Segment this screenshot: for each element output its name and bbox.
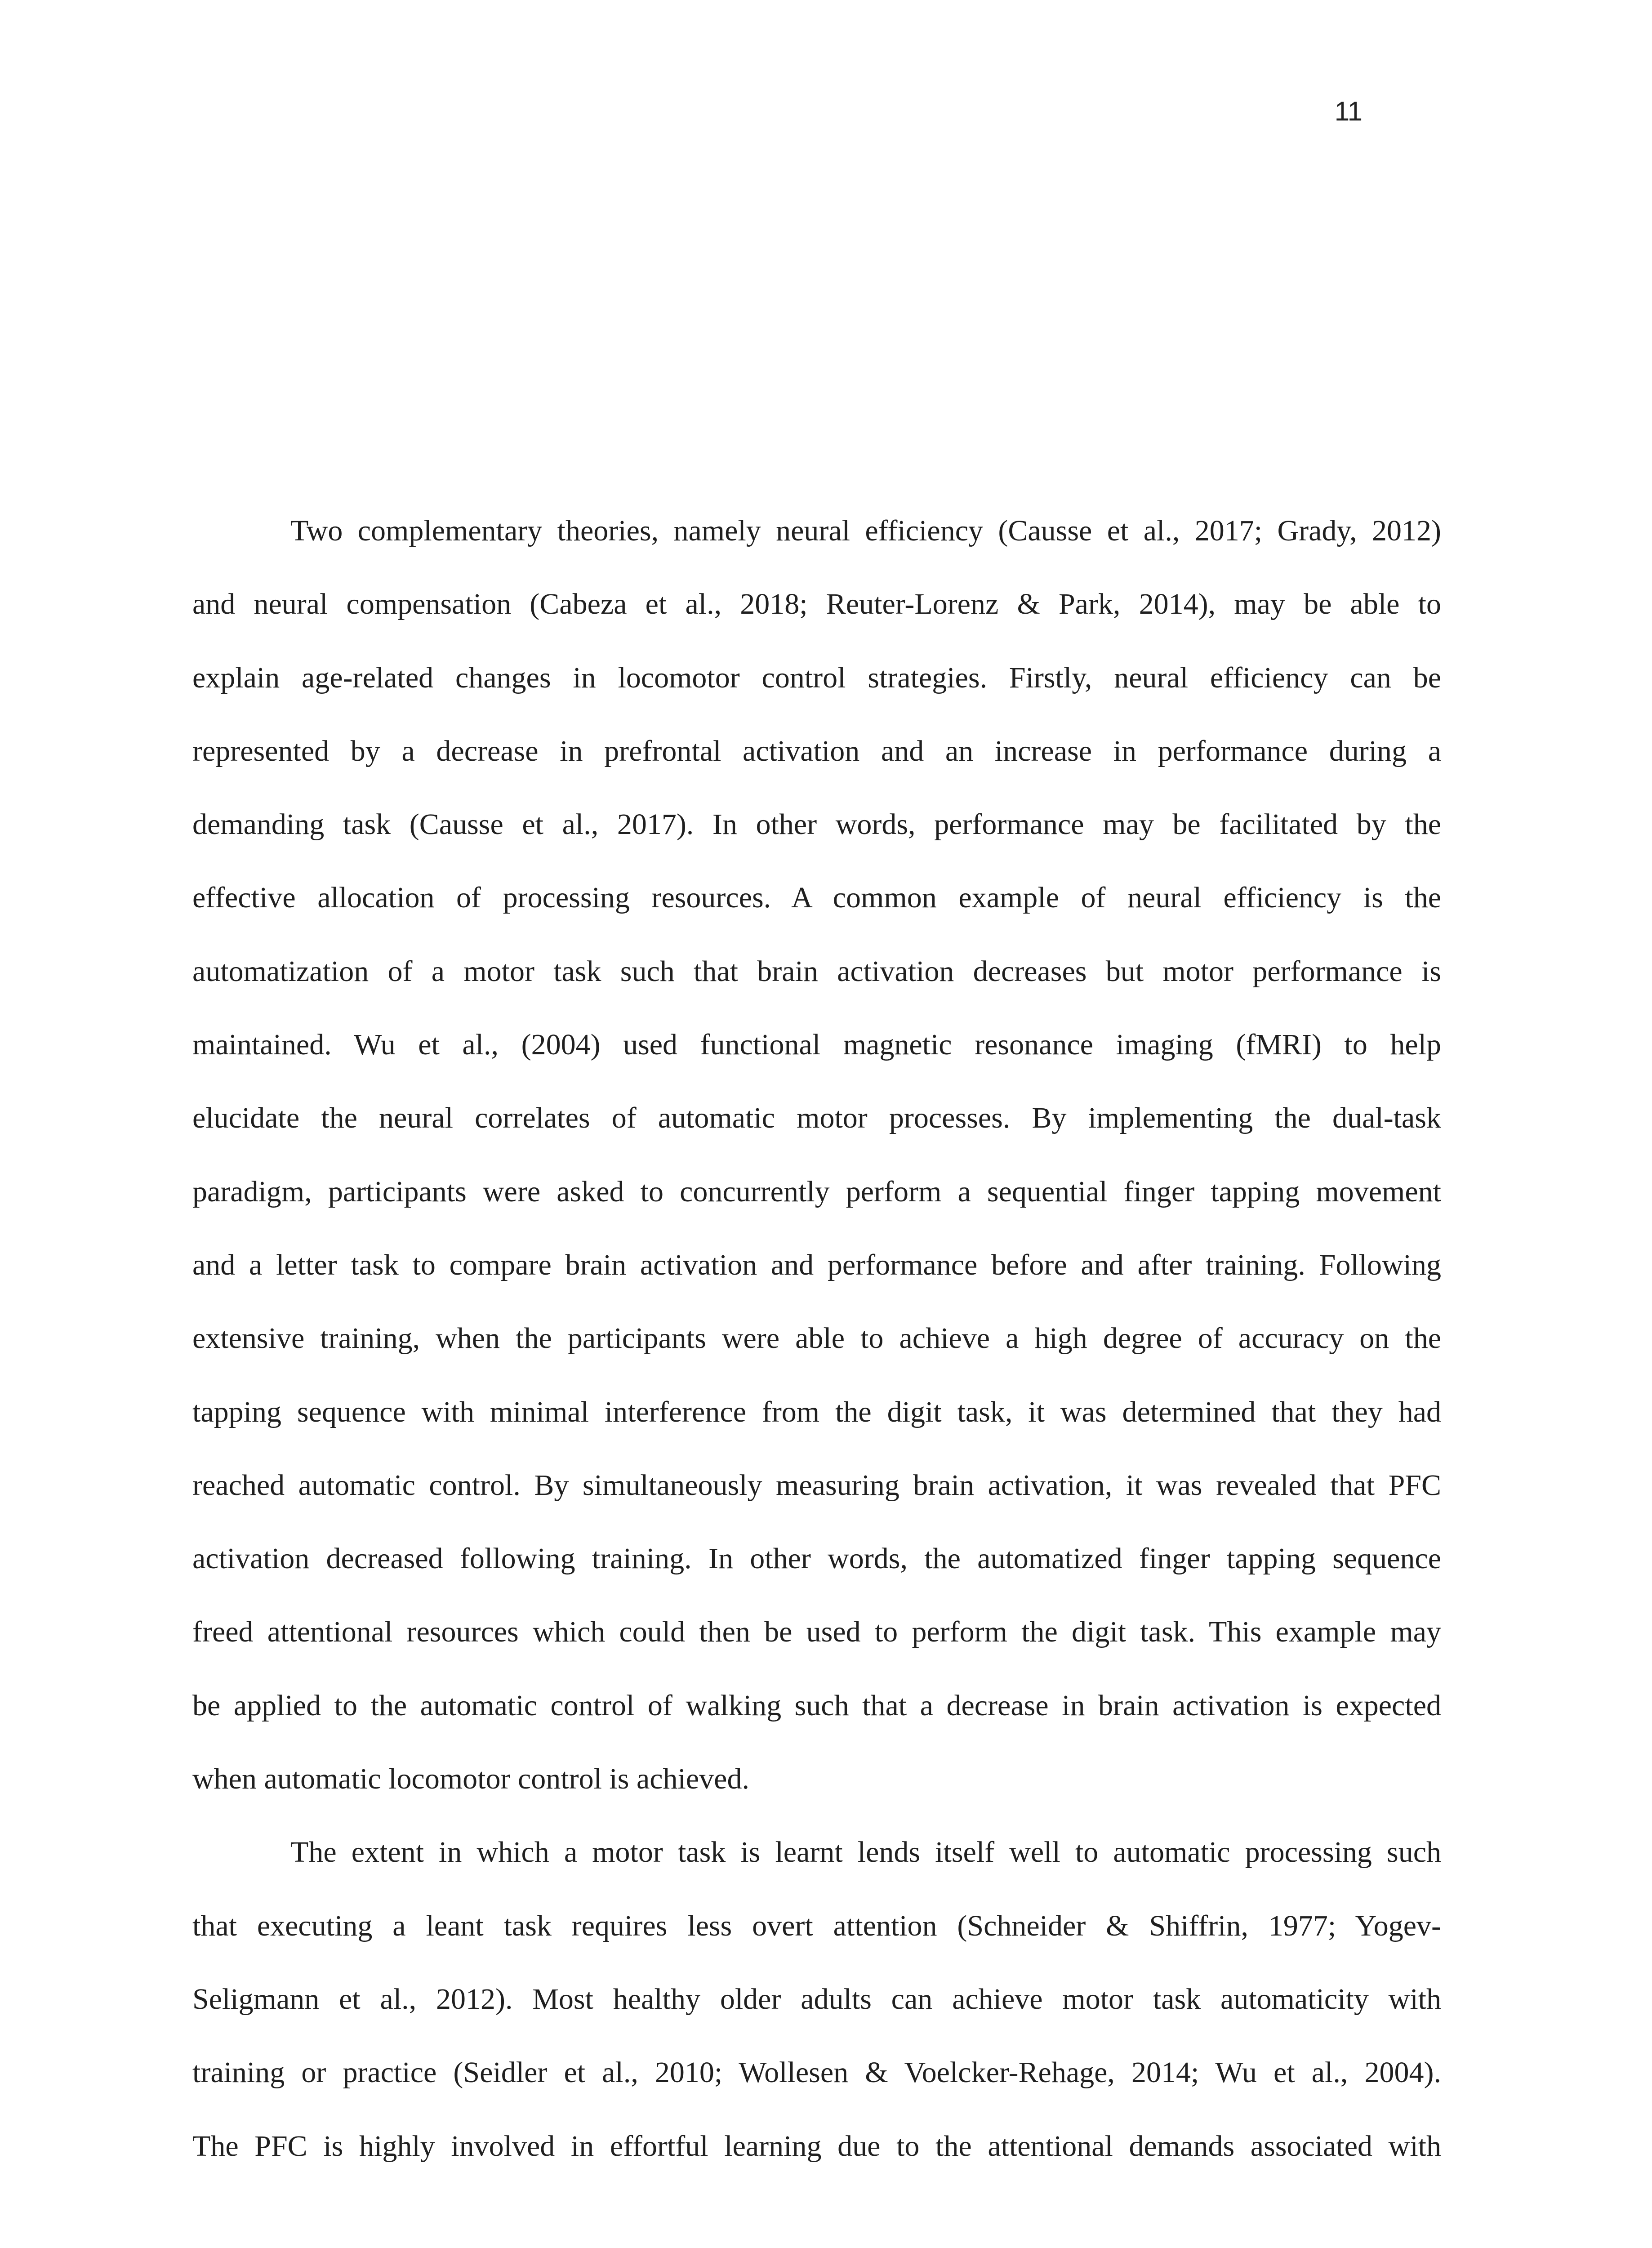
text-line: elucidate the neural correlates of automatic motor processes. By implementing the dual-task [192,1102,1441,1135]
text-line: activation decreased following training. In other words, the automatized finger tapping sequence [192,1542,1441,1575]
text-line: explain age-related changes in locomotor control strategies. Firstly, neural efficiency can be [192,661,1441,694]
text-line: reached automatic control. By simultaneously measuring brain activation, it was revealed that PFC [192,1468,1441,1502]
text-line: Two complementary theories, namely neural efficiency (Causse et al., 2017; Grady, 2012) [290,514,1441,547]
text-line: and neural compensation (Cabeza et al., 2018; Reuter-Lorenz & Park, 2014), may be able to [192,588,1441,621]
text-line: automatization of a motor task such that brain activation decreases but motor performance is [192,955,1441,988]
text-line: Seligmann et al., 2012). Most healthy older adults can achieve motor task automaticity with [192,1982,1441,2016]
text-line: The extent in which a motor task is learnt lends itself well to automatic processing such [290,1836,1441,1869]
page-number: 11 [1334,96,1363,126]
text-line: freed attentional resources which could then be used to perform the digit task. This example may [192,1615,1441,1649]
text-line: training or practice (Seidler et al., 2010; Wollesen & Voelcker-Rehage, 2014; Wu et al., 2004). [192,2056,1441,2089]
text-line: tapping sequence with minimal interference from the digit task, it was determined that they had [192,1395,1441,1428]
paragraph-motor-learning [192,1838,1441,2204]
text-line: paradigm, participants were asked to concurrently perform a sequential finger tapping movement [192,1175,1441,1208]
text-line: maintained. Wu et al., (2004) used functional magnetic resonance imaging (fMRI) to help [192,1028,1441,1062]
text-line: represented by a decrease in prefrontal activation and an increase in performance during a [192,734,1441,767]
text-line: demanding task (Causse et al., 2017). In other words, performance may be facilitated by the [192,808,1441,841]
paragraph-neural-efficiency [192,516,1441,1838]
text-line: when automatic locomotor control is achieved. [192,1762,749,1796]
text-line: effective allocation of processing resources. A common example of neural efficiency is the [192,881,1441,914]
body-text [192,516,1441,2205]
text-line: extensive training, when the participants were able to achieve a high degree of accuracy on the [192,1322,1441,1355]
text-line: and a letter task to compare brain activation and performance before and after training. Following [192,1248,1441,1281]
text-line: that executing a leant task requires less overt attention (Schneider & Shiffrin, 1977; Yogev- [192,1909,1441,1942]
text-line: The PFC is highly involved in effortful learning due to the attentional demands associated with [192,2129,1441,2163]
text-line: be applied to the automatic control of walking such that a decrease in brain activation is expected [192,1689,1441,1722]
